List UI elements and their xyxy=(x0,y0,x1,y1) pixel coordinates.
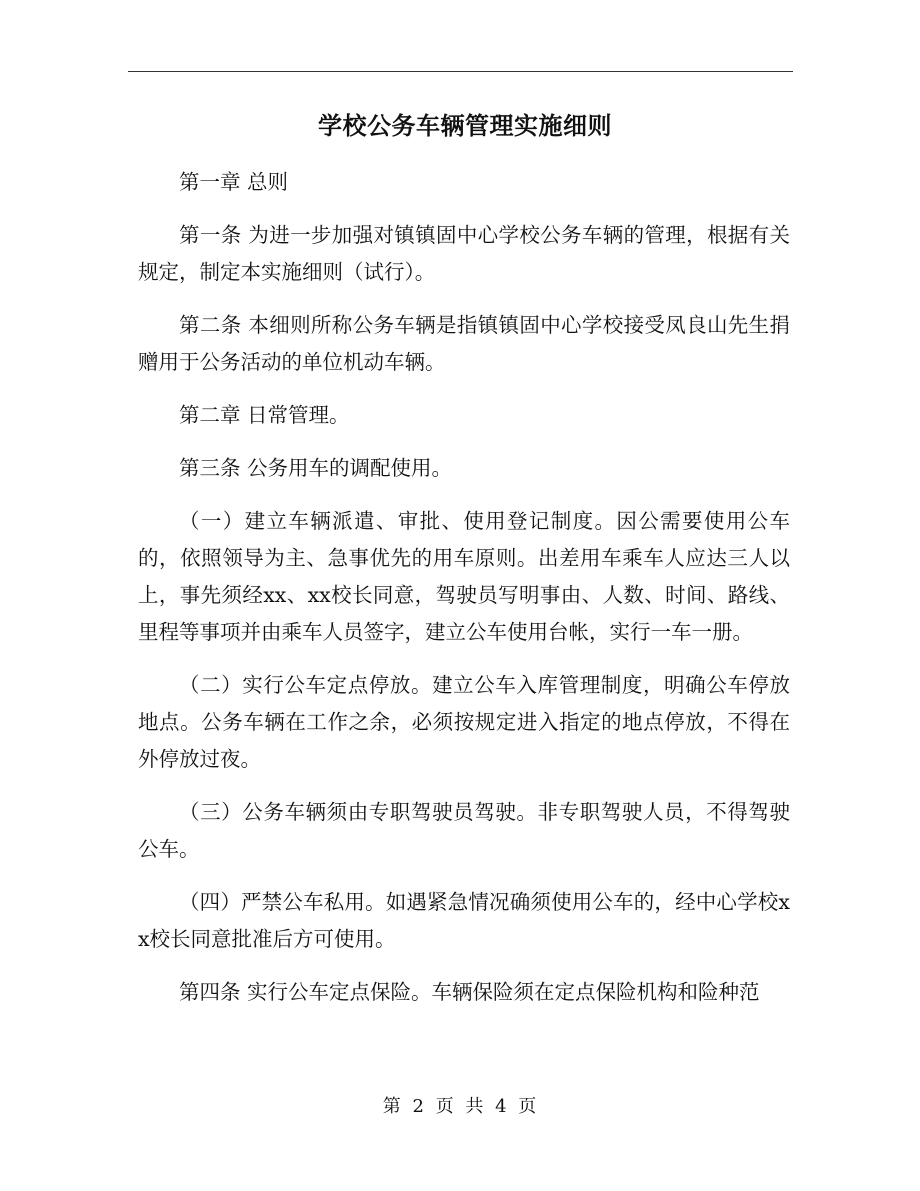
article-3-item-1: （一）建立车辆派遣、审批、使用登记制度。因公需要使用公车的，依照领导为主、急事优先的用车原则。出差用车乘车人应达三人以上，事先须经xx、xx校长同意，驾驶员写明事由、人数、时间、路线、里程等事项并由乘车人员签字，建立公车使用台帐，实行一车一册。 xyxy=(138,509,790,644)
article-3-item-4: （四）严禁公车私用。如遇紧急情况确须使用公车的，经中心学校xx校长同意批准后方可使用。 xyxy=(138,890,790,951)
article-1: 第一条 为进一步加强对镇镇固中心学校公务车辆的管理，根据有关规定，制定本实施细则（试行）。 xyxy=(138,223,790,284)
document-title: 学校公务车辆管理实施细则 xyxy=(318,111,612,140)
article-3-item-3: （三）公务车辆须由专职驾驶员驾驶。非专职驾驶人员，不得驾驶公车。 xyxy=(138,800,790,861)
article-3: 第三条 公务用车的调配使用。 xyxy=(179,456,453,480)
page-number: 第 2 页 共 4 页 xyxy=(382,1096,538,1117)
article-4: 第四条 实行公车定点保险。车辆保险须在定点保险机构和险种范 xyxy=(179,980,760,1004)
chapter-1-heading: 第一章 总则 xyxy=(179,170,289,194)
document-body xyxy=(138,164,790,1027)
header-rule xyxy=(128,71,793,72)
article-2: 第二条 本细则所称公务车辆是指镇镇固中心学校接受凤良山先生捐赠用于公务活动的单位机动车辆。 xyxy=(138,313,790,374)
article-3-item-2: （二）实行公车定点停放。建立公车入库管理制度，明确公车停放地点。公务车辆在工作之余，必须按规定进入指定的地点停放，不得在外停放过夜。 xyxy=(138,673,790,771)
chapter-2-heading: 第二章 日常管理。 xyxy=(179,403,350,427)
